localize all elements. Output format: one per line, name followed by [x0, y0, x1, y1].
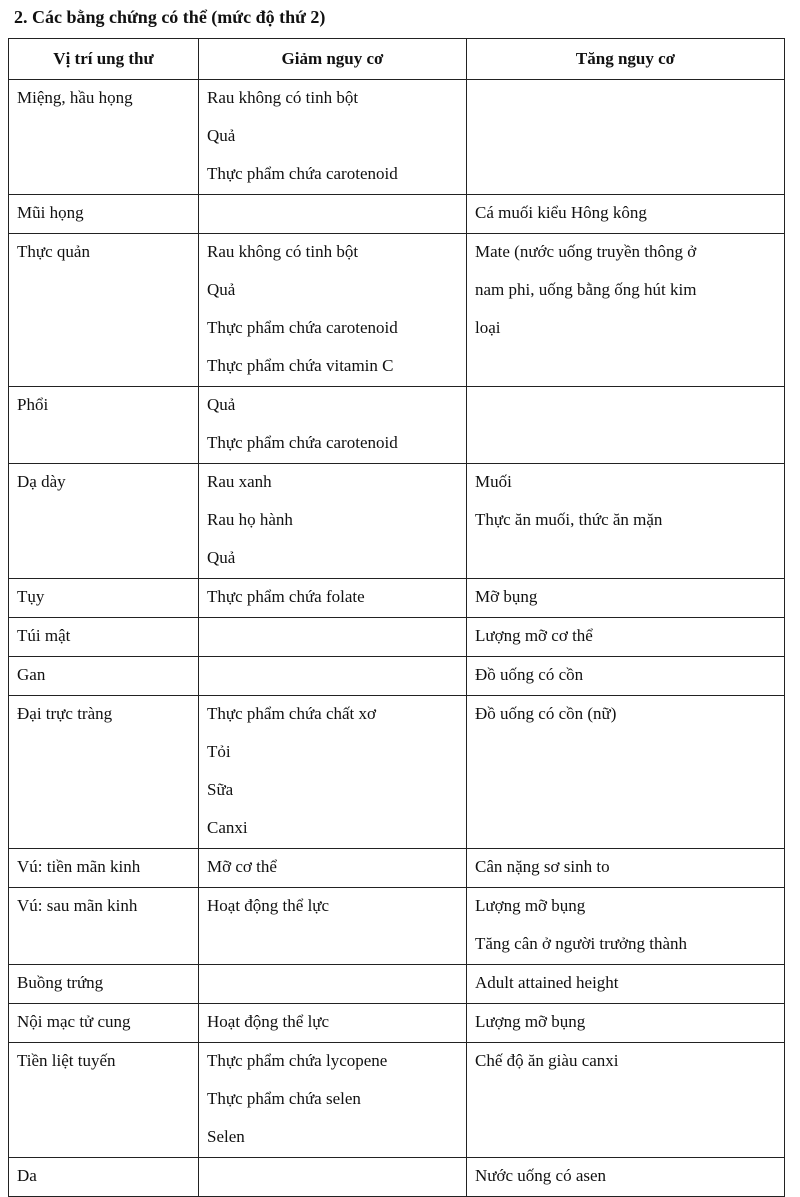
- cancer-site-label: Đại trực tràng: [17, 704, 113, 723]
- decrease-risk-cell: [199, 80, 467, 195]
- table-row: [9, 195, 785, 234]
- increase-factor: Lượng mỡ bụng: [475, 896, 586, 915]
- decrease-factor: Thực phẩm chứa chất xơ: [207, 704, 377, 723]
- cancer-site-label: Túi mật: [17, 626, 71, 645]
- table-row: [9, 696, 785, 849]
- cancer-site-cell: [9, 80, 199, 195]
- increase-risk-cell: [467, 888, 785, 965]
- table-row: [9, 464, 785, 579]
- increase-risk-cell: [467, 387, 785, 464]
- table-row: [9, 387, 785, 464]
- increase-risk-cell: [467, 657, 785, 696]
- cancer-site-cell: [9, 849, 199, 888]
- cancer-site-label: Vú: tiền mãn kinh: [17, 857, 141, 876]
- increase-factor: loại: [475, 318, 501, 337]
- cancer-site-cell: [9, 387, 199, 464]
- decrease-factor: Rau họ hành: [207, 510, 293, 529]
- cancer-site-cell: [9, 464, 199, 579]
- decrease-risk-cell: [199, 195, 467, 234]
- decrease-factor: Quả: [207, 126, 236, 145]
- header-cancer-site: Vị trí ung thư: [9, 39, 199, 80]
- increase-risk-cell: [467, 579, 785, 618]
- cancer-site-label: Tụy: [17, 587, 45, 606]
- increase-factor: Cá muối kiểu Hông kông: [475, 203, 647, 222]
- decrease-factor: Thực phẩm chứa carotenoid: [207, 164, 398, 183]
- decrease-factor: Canxi: [207, 818, 248, 837]
- decrease-factor: Hoạt động thể lực: [207, 1012, 330, 1031]
- decrease-factor: Thực phẩm chứa carotenoid: [207, 433, 398, 452]
- cancer-site-label: Buồng trứng: [17, 973, 104, 992]
- increase-factor: Cân nặng sơ sinh to: [475, 857, 610, 876]
- decrease-factor: Rau xanh: [207, 472, 272, 491]
- decrease-risk-cell: [199, 1004, 467, 1043]
- decrease-risk-cell: [199, 234, 467, 387]
- increase-risk-cell: [467, 965, 785, 1004]
- table-row: [9, 579, 785, 618]
- cancer-site-label: Mũi họng: [17, 203, 84, 222]
- decrease-risk-cell: [199, 696, 467, 849]
- table-row: [9, 1043, 785, 1158]
- increase-factor: Thực ăn muối, thức ăn mặn: [475, 510, 663, 529]
- decrease-risk-cell: [199, 849, 467, 888]
- table-row: [9, 1004, 785, 1043]
- cancer-site-label: Phổi: [17, 395, 49, 414]
- increase-risk-cell: [467, 849, 785, 888]
- table-header-row: [9, 39, 785, 80]
- decrease-factor: Thực phẩm chứa folate: [207, 587, 365, 606]
- cancer-site-label: Tiền liệt tuyến: [17, 1051, 116, 1070]
- decrease-factor: Quả: [207, 548, 236, 567]
- decrease-factor: Quả: [207, 280, 236, 299]
- increase-risk-cell: [467, 195, 785, 234]
- cancer-site-cell: [9, 618, 199, 657]
- header-increase-risk: Tăng nguy cơ: [467, 39, 785, 80]
- evidence-table: [8, 38, 785, 1197]
- increase-risk-cell: [467, 1158, 785, 1197]
- table-row: [9, 618, 785, 657]
- decrease-factor: Thực phẩm chứa lycopene: [207, 1051, 388, 1070]
- decrease-factor: Mỡ cơ thể: [207, 857, 277, 876]
- decrease-factor: Thực phẩm chứa carotenoid: [207, 318, 398, 337]
- cancer-site-label: Gan: [17, 665, 46, 684]
- increase-factor: Muối: [475, 472, 512, 491]
- increase-factor: nam phi, uống bằng ống hút kim: [475, 280, 697, 299]
- table-row: [9, 888, 785, 965]
- increase-risk-cell: [467, 464, 785, 579]
- cancer-site-cell: [9, 1158, 199, 1197]
- decrease-factor: Thực phẩm chứa selen: [207, 1089, 361, 1108]
- decrease-factor: Selen: [207, 1127, 245, 1146]
- section-heading: 2. Các bằng chứng có thể (mức độ thứ 2): [14, 7, 326, 27]
- decrease-risk-cell: [199, 657, 467, 696]
- cancer-site-cell: [9, 888, 199, 965]
- table-row: [9, 234, 785, 387]
- cancer-site-label: Dạ dày: [17, 472, 66, 491]
- increase-factor: Tăng cân ở người trưởng thành: [475, 934, 688, 953]
- decrease-factor: Hoạt động thể lực: [207, 896, 330, 915]
- increase-factor: Adult attained height: [475, 973, 619, 992]
- cancer-site-cell: [9, 234, 199, 387]
- cancer-site-cell: [9, 1043, 199, 1158]
- decrease-risk-cell: [199, 888, 467, 965]
- decrease-risk-cell: [199, 464, 467, 579]
- increase-risk-cell: [467, 80, 785, 195]
- decrease-risk-cell: [199, 387, 467, 464]
- increase-factor: Mate (nước uống truyền thông ở: [475, 242, 697, 261]
- table-row: [9, 80, 785, 195]
- decrease-risk-cell: [199, 1158, 467, 1197]
- increase-risk-cell: [467, 234, 785, 387]
- table-row: [9, 965, 785, 1004]
- increase-risk-cell: [467, 696, 785, 849]
- increase-factor: Đồ uống có cồn: [475, 665, 584, 684]
- cancer-site-cell: [9, 657, 199, 696]
- cancer-site-cell: [9, 579, 199, 618]
- decrease-risk-cell: [199, 579, 467, 618]
- increase-factor: Nước uống có asen: [475, 1166, 607, 1185]
- decrease-risk-cell: [199, 1043, 467, 1158]
- increase-risk-cell: [467, 618, 785, 657]
- decrease-factor: Sữa: [207, 780, 234, 799]
- cancer-site-label: Nội mạc tử cung: [17, 1012, 131, 1031]
- decrease-factor: Quả: [207, 395, 236, 414]
- increase-factor: Mỡ bụng: [475, 587, 538, 606]
- increase-risk-cell: [467, 1043, 785, 1158]
- increase-factor: Đồ uống có cồn (nữ): [475, 704, 617, 723]
- table-row: [9, 849, 785, 888]
- increase-factor: Lượng mỡ cơ thể: [475, 626, 593, 645]
- cancer-site-cell: [9, 195, 199, 234]
- decrease-factor: Tỏi: [207, 742, 231, 761]
- cancer-site-cell: [9, 1004, 199, 1043]
- increase-factor: Chế độ ăn giàu canxi: [475, 1051, 619, 1070]
- decrease-factor: Rau không có tinh bột: [207, 242, 359, 261]
- table-row: [9, 657, 785, 696]
- increase-factor: Lượng mỡ bụng: [475, 1012, 586, 1031]
- decrease-risk-cell: [199, 618, 467, 657]
- cancer-site-label: Thực quản: [17, 242, 90, 261]
- cancer-site-label: Miệng, hầu họng: [17, 88, 133, 107]
- decrease-factor: Rau không có tinh bột: [207, 88, 359, 107]
- decrease-risk-cell: [199, 965, 467, 1004]
- cancer-site-label: Vú: sau mãn kinh: [17, 896, 138, 915]
- cancer-site-cell: [9, 696, 199, 849]
- table-row: [9, 1158, 785, 1197]
- cancer-site-cell: [9, 965, 199, 1004]
- decrease-factor: Thực phẩm chứa vitamin C: [207, 356, 394, 375]
- increase-risk-cell: [467, 1004, 785, 1043]
- table-body: [9, 80, 785, 1197]
- cancer-site-label: Da: [17, 1166, 37, 1185]
- header-decrease-risk: Giảm nguy cơ: [199, 39, 467, 80]
